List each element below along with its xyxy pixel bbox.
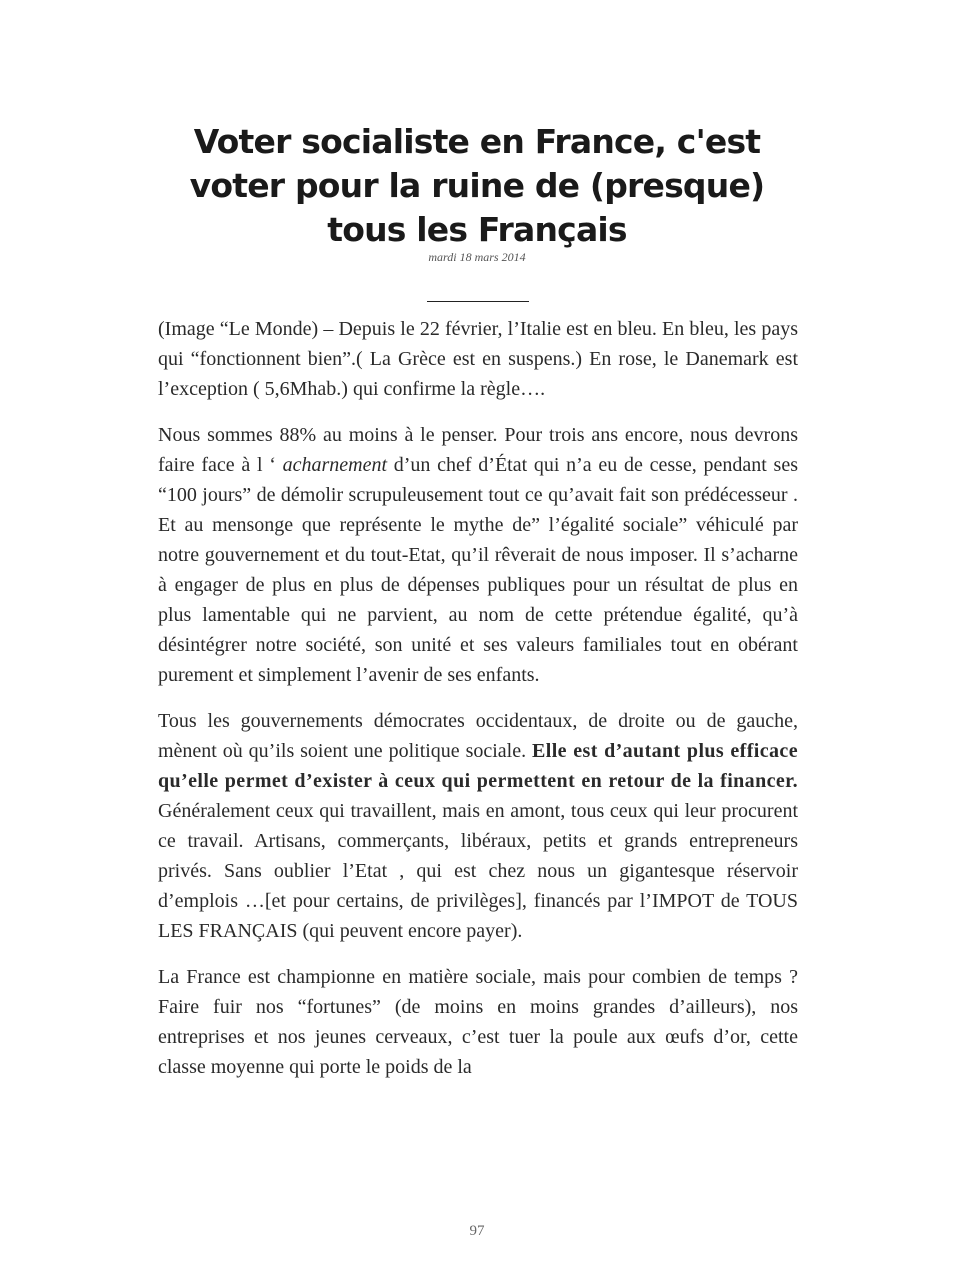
paragraph-3-text-before: Tous les gouvernements démocrates occidentaux, de droite ou de gauche, mènent où qu’ils soient une politique sociale.	[158, 710, 798, 762]
paragraph-2-emphasis: acharnement	[282, 454, 388, 476]
title-separator	[427, 301, 529, 302]
paragraph-2-text-after: d’un chef d’État qui n’a eu de cesse, pendant ses “100 jours” de démolir scrupuleusement tout ce qu’avait fait son prédécesseur . Et au mensonge que représente le mythe de” l’égalité sociale” véhiculé par notre gouvernement et du tout-Etat, qu’il rêverait de nous imposer. Il s’acharne à engager de plus en plus de dépenses publiques pour un résultat de plus en plus lamentable qui ne parvient, au nom de cette prétendue égalité, qu’à désintégrer notre société, son unité et ses valeurs familiales tout en obérant purement et simplement l’avenir de ses enfants.	[158, 454, 798, 686]
publication-date: mardi 18 mars 2014	[428, 250, 526, 264]
paragraph-2	[158, 420, 798, 690]
paragraph-4: La France est championne en matière sociale, mais pour combien de temps ? Faire fuir nos “fortunes” (de moins en moins grandes d’ailleurs), nos entreprises et nos jeunes cerveaux, c’est tuer la poule aux œufs d’or, cette classe moyenne qui porte le poids de la	[158, 966, 798, 1078]
paragraph-3-bold-statement: Elle est d’autant plus efficace qu’elle permet d’exister à ceux qui permettent en retour de la financer.	[158, 740, 798, 792]
article-body	[158, 314, 798, 1098]
page-number: 97	[469, 1223, 485, 1239]
paragraph-3-text-after: Généralement ceux qui travaillent, mais en amont, tous ceux qui leur procurent ce travail. Artisans, commerçants, libéraux, petits et grands entrepreneurs privés. Sans oublier l’Etat , qui est chez nous un gigantesque réservoir d’emplois …[et pour certains, de privilèges], financés par l’IMPOT de TOUS LES FRANÇAIS (qui peuvent encore payer).	[158, 800, 798, 942]
paragraph-1: (Image “Le Monde) – Depuis le 22 février, l’Italie est en bleu. En bleu, les pays qui “fonctionnent bien”.( La Grèce est en suspens.) En rose, le Danemark est l’exception ( 5,6Mhab.) qui confirme la règle….	[158, 318, 798, 400]
paragraph-2-text-before: Nous sommes 88% au moins à le penser. Pour trois ans encore, nous devrons faire face à l ‘	[158, 424, 798, 476]
article-title: Voter socialiste en France, c'est voter pour la ruine de (presque) tous les Français	[189, 122, 765, 249]
paragraph-3	[158, 706, 798, 946]
